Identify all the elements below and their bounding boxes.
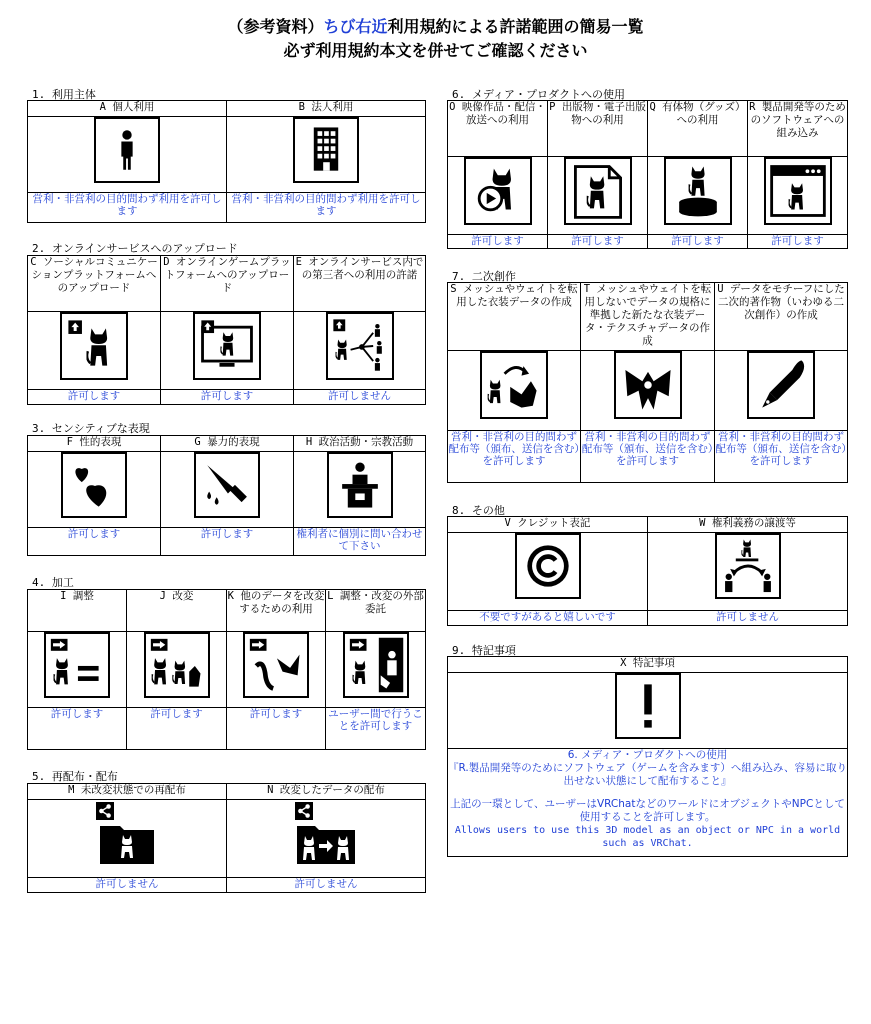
section-1-title: 1. 利用主体 bbox=[32, 88, 96, 101]
item-q-label: Q 有体物（グッズ）への利用 bbox=[648, 101, 748, 157]
software-window-icon bbox=[764, 157, 832, 225]
podium-icon bbox=[327, 452, 393, 518]
outsource-icon bbox=[343, 632, 409, 698]
item-w-status: 許可しません bbox=[648, 611, 848, 626]
item-v-label: V クレジット表記 bbox=[448, 517, 648, 533]
special-note bbox=[448, 749, 848, 857]
item-b-label: B 法人利用 bbox=[227, 101, 426, 117]
hearts-icon bbox=[61, 452, 127, 518]
item-b-status: 営利・非営利の目的問わず利用を許可します bbox=[227, 193, 426, 223]
knife-icon bbox=[194, 452, 260, 518]
section-6-title: 6. メディア・プロダクトへの使用 bbox=[452, 88, 625, 101]
section-7-title: 7. 二次創作 bbox=[452, 270, 516, 283]
section-6-table bbox=[447, 100, 848, 249]
item-p-label: P 出版物・電子出版物への利用 bbox=[548, 101, 648, 157]
item-n-status: 許可しません bbox=[227, 878, 426, 893]
section-8-table bbox=[447, 516, 848, 626]
item-s-status: 営利・非営利の目的問わず配布等（頒布、送信を含む）を許可します bbox=[448, 431, 581, 483]
item-i-status: 許可します bbox=[28, 708, 127, 750]
item-g-label: G 暴力的表現 bbox=[161, 436, 294, 452]
item-k-status: 許可します bbox=[227, 708, 326, 750]
office-building-icon bbox=[293, 117, 359, 183]
item-l-label: L 調整・改変の外部委託 bbox=[326, 590, 426, 632]
section-2-title: 2. オンラインサービスへのアップロード bbox=[32, 242, 238, 255]
item-d-label: D オンラインゲームプラットフォームへのアップロード bbox=[161, 256, 294, 312]
costume-icon bbox=[614, 351, 682, 419]
title-author: ちび右近 bbox=[323, 17, 388, 36]
item-m-status: 許可しません bbox=[28, 878, 227, 893]
section-7-table bbox=[447, 282, 848, 483]
item-x-label: X 特記事項 bbox=[448, 657, 848, 673]
share-users-icon bbox=[326, 312, 394, 380]
section-9-table bbox=[447, 656, 848, 857]
title-prefix: （参考資料） bbox=[227, 17, 324, 36]
video-play-icon bbox=[464, 157, 532, 225]
section-4-title: 4. 加工 bbox=[32, 576, 74, 589]
redistribute-folder-icon bbox=[94, 800, 160, 866]
section-3-table bbox=[27, 435, 426, 556]
title-suffix: 利用規約による許諾範囲の簡易一覧 bbox=[387, 17, 644, 36]
item-h-status: 権利者に個別に問い合わせて下さい bbox=[294, 528, 426, 556]
note-line-3: 上記の一環として、ユーザーはVRChatなどのワールドにオブジェクトやNPCとして使用することを許可します。 bbox=[450, 798, 845, 823]
item-f-label: F 性的表現 bbox=[28, 436, 161, 452]
section-4-table bbox=[27, 589, 426, 750]
item-h-label: H 政治活動・宗教活動 bbox=[294, 436, 426, 452]
section-9-title: 9. 特記事項 bbox=[452, 644, 516, 657]
item-a-status: 営利・非営利の目的問わず利用を許可します bbox=[28, 193, 227, 223]
section-5-title: 5. 再配布・配布 bbox=[32, 770, 118, 783]
item-d-status: 許可します bbox=[161, 390, 294, 405]
copyright-icon bbox=[515, 533, 581, 599]
upload-cat-icon bbox=[60, 312, 128, 380]
item-e-status: 許可しません bbox=[294, 390, 426, 405]
item-p-status: 許可します bbox=[548, 235, 648, 249]
item-n-label: N 改変したデータの配布 bbox=[227, 784, 426, 800]
page-subtitle: 必ず利用規約本文を併せてご確認ください bbox=[283, 41, 588, 60]
modify-other-icon bbox=[243, 632, 309, 698]
item-a-label: A 個人利用 bbox=[28, 101, 227, 117]
section-8-title: 8. その他 bbox=[452, 504, 505, 517]
item-j-status: 許可します bbox=[127, 708, 227, 750]
item-m-label: M 未改変状態での再配布 bbox=[28, 784, 227, 800]
item-w-label: W 権利義務の譲渡等 bbox=[648, 517, 848, 533]
upload-monitor-icon bbox=[193, 312, 261, 380]
note-line-2: 『R.製品開発等のためにソフトウェア（ゲームを含みます）へ組み込み、容易に取り出せない状態にして配布すること』 bbox=[448, 762, 847, 787]
section-2-table bbox=[27, 255, 426, 405]
item-c-status: 許可します bbox=[28, 390, 161, 405]
note-line-4: Allows users to use this 3D model as an object or NPC in a world such as VRChat. bbox=[454, 825, 841, 849]
item-c-label: C ソーシャルコミュニケーションプラットフォームへのアップロード bbox=[28, 256, 161, 312]
item-e-label: E オンラインサービス内での第三者への利用の許諾 bbox=[294, 256, 426, 312]
distribute-modified-icon bbox=[293, 800, 359, 866]
item-t-label: T メッシュやウェイトを転用しないでデータの規格に準拠した新たな衣装データ・テクスチャデータの作成 bbox=[581, 283, 715, 351]
item-g-status: 許可します bbox=[161, 528, 294, 556]
item-u-status: 営利・非営利の目的問わず配布等（頒布、送信を含む）を許可します bbox=[715, 431, 848, 483]
modify-icon bbox=[144, 632, 210, 698]
section-5-table bbox=[27, 783, 426, 893]
item-u-label: U データをモチーフにした二次的著作物（いわゆる二次創作）の作成 bbox=[715, 283, 848, 351]
adjust-icon bbox=[44, 632, 110, 698]
person-icon bbox=[94, 117, 160, 183]
item-o-label: O 映像作品・配信・放送への利用 bbox=[448, 101, 548, 157]
item-j-label: J 改変 bbox=[127, 590, 227, 632]
item-i-label: I 調整 bbox=[28, 590, 127, 632]
costume-transfer-icon bbox=[480, 351, 548, 419]
item-t-status: 営利・非営利の目的問わず配布等（頒布、送信を含む）を許可します bbox=[581, 431, 715, 483]
section-1-table bbox=[27, 100, 426, 223]
pen-nib-icon bbox=[747, 351, 815, 419]
section-3-title: 3. センシティブな表現 bbox=[32, 422, 150, 435]
item-v-status: 不要ですがあると嬉しいです bbox=[448, 611, 648, 626]
page-title bbox=[0, 14, 871, 37]
item-f-status: 許可します bbox=[28, 528, 161, 556]
exclamation-icon bbox=[615, 673, 681, 739]
item-l-status: ユーザー間で行うことを許可します bbox=[326, 708, 426, 750]
item-k-label: K 他のデータを改変するための利用 bbox=[227, 590, 326, 632]
item-q-status: 許可します bbox=[648, 235, 748, 249]
item-o-status: 許可します bbox=[448, 235, 548, 249]
item-r-status: 許可します bbox=[748, 235, 848, 249]
note-line-1: 6. メディア・プロダクトへの使用 bbox=[567, 749, 728, 761]
figure-stand-icon bbox=[664, 157, 732, 225]
transfer-rights-icon bbox=[715, 533, 781, 599]
item-s-label: S メッシュやウェイトを転用した衣装データの作成 bbox=[448, 283, 581, 351]
item-r-label: R 製品開発等のためのソフトウェアへの組み込み bbox=[748, 101, 848, 157]
publication-icon bbox=[564, 157, 632, 225]
